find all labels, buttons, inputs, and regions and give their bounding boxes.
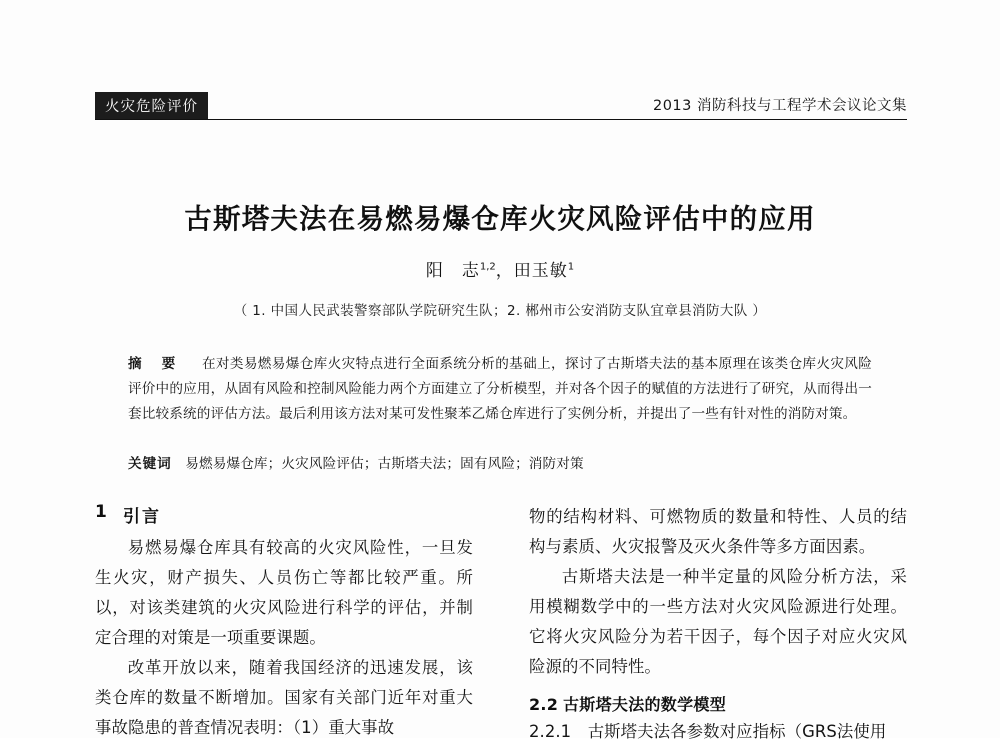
author-first: 阳 志 (425, 261, 480, 281)
body-columns (95, 502, 907, 741)
abstract-text: 在对类易燃易爆仓库火灾特点进行全面系统分析的基础上，探讨了古斯塔夫法的基本原理在该类仓库火灾风险评价中的应用，从固有风险和控制风险能力两个方面建立了分析模型，并对各个因子的赋值的方法进行了研究，从而得出一套比较系统的评估方法。最后利用该方法对某可发性聚苯乙烯仓库进行了实例分析，并提出了一些有针对性的消防对策。 (128, 356, 873, 422)
affiliation-line: （ 1. 中国人民武装警察部队学院研究生队；2. 郴州市公安消防支队宜章县消防大队 ） (233, 303, 767, 319)
keywords-label: 关键词 (128, 456, 172, 472)
abstract-block (128, 352, 872, 427)
column-right (529, 502, 907, 747)
author-second-affil-marker: 1 (567, 261, 575, 273)
column-left (95, 502, 473, 743)
paragraph: 古斯塔夫法是一种半定量的风险分析方法，采用模糊数学中的一些方法对火灾风险源进行处理。它将火灾风险分为若干因子，每个因子对应火灾风险源的不同特性。 (529, 567, 907, 676)
paragraph: 物的结构材料、可燃物质的数量和特性、人员的结构与素质、火灾报警及灭火条件等多方面因素。 (529, 507, 907, 556)
running-head-proceedings: 2013 消防科技与工程学术会议论文集 (652, 98, 907, 114)
section-heading-2-2 (529, 692, 907, 715)
section-title: 引言 (123, 507, 161, 527)
page-title: 古斯塔夫法在易燃易爆仓库火灾风险评估中的应用 (184, 203, 816, 235)
author-line (0, 256, 1000, 281)
section-heading-1 (95, 502, 473, 527)
author-separator: ，田玉敏 (495, 261, 568, 281)
subsection-number: 2.2 (529, 695, 559, 714)
abstract-label: 摘 要 (128, 356, 179, 372)
paragraph: 易燃易爆仓库具有较高的火灾风险性，一旦发生火灾，财产损失、人员伤亡等都比较严重。所以，对该类建筑的火灾风险进行科学的评估，并制定合理的对策是一项重要课题。 (95, 538, 473, 647)
running-head-category: 火灾危险评价 (95, 92, 208, 120)
keywords-text: 易燃易爆仓库；火灾风险评估；古斯塔夫法；固有风险；消防对策 (185, 456, 584, 472)
paragraph: 改革开放以来，随着我国经济的迅速发展，该类仓库的数量不断增加。国家有关部门近年对重大事故隐患的普查情况表明：（1）重大事故 (95, 658, 473, 737)
section-number: 1 (95, 502, 108, 522)
running-head (95, 92, 907, 120)
paragraph: 2.2.1 古斯塔夫法各参数对应指标（GRS法使用 (529, 722, 887, 741)
header-divider (95, 119, 907, 120)
subsection-title: 古斯塔夫法的数学模型 (563, 695, 727, 714)
keywords-block (128, 453, 872, 475)
author-first-affil-marker: 1,2 (479, 261, 496, 273)
